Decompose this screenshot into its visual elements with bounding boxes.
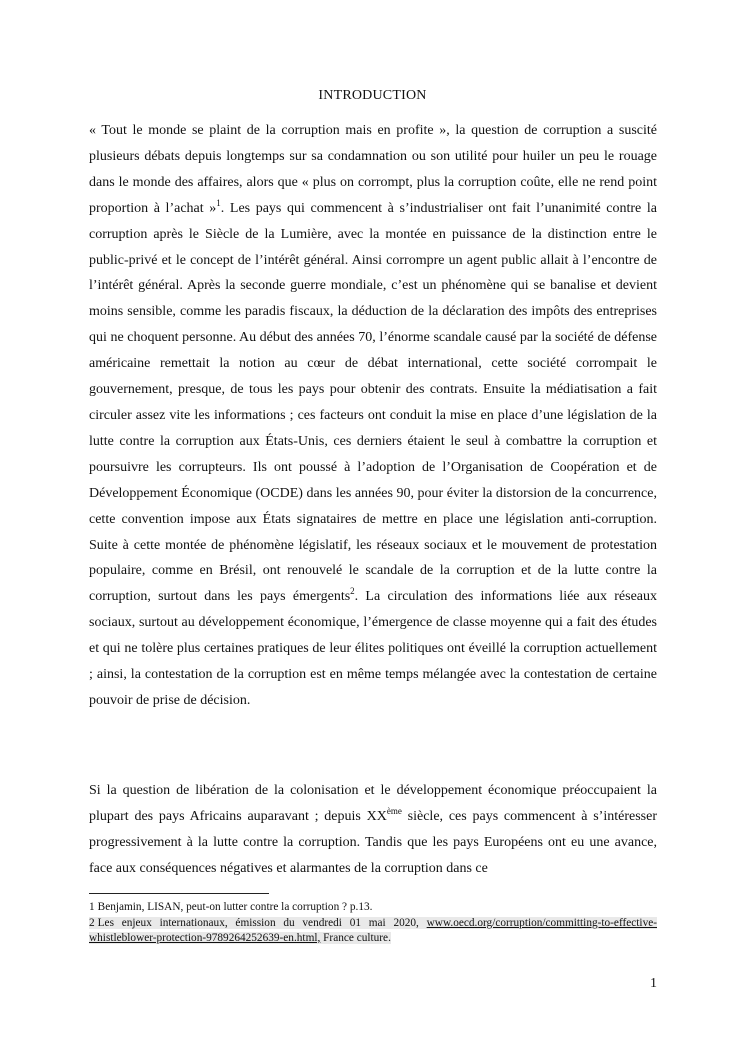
footnote-1-text: Benjamin, LISAN, peut-on lutter contre la corruption ? p.13. <box>97 901 373 913</box>
century-superscript: ème <box>386 805 402 816</box>
footnote-2-link[interactable]: www.oecd.org/corruption/committing-to-effective-whistleblower-protection-9789264252639-en.html, <box>89 916 657 944</box>
paragraph-2 <box>89 778 657 882</box>
footnote-2 <box>89 916 657 947</box>
page-number: 1 <box>650 976 657 991</box>
footnote-separator <box>89 893 269 894</box>
page-title: INTRODUCTION <box>318 88 427 103</box>
paragraph-1-text-a: « Tout le monde se plaint de la corruption mais en profite », la question de corruption a suscité plusieurs débats depuis longtemps sur sa condamnation ou son utilité pour huiler un peu le rouage dans le monde des affaires, alors que « plus on corrompt, plus la corruption coûte, elle ne rend point proportion à l’achat » <box>89 123 657 216</box>
footnote-ref-1[interactable]: 1 <box>216 197 221 208</box>
footnote-ref-2[interactable]: 2 <box>350 586 355 597</box>
footnote-1-number: 1 <box>89 901 95 913</box>
paragraph-2-text-a: Si la question de libération de la colonisation et le développement économique préoccupaient la plupart des pays Africains auparavant ; depuis XX <box>89 783 657 824</box>
paragraph-2-text-b: siècle, ces pays commencent à s’intéresser progressivement à la lutte contre la corruption. Tandis que les pays Européens ont eu une avance, face aux conséquences négatives et alarmantes de la corruption dans ce <box>89 808 657 876</box>
footnote-2-text: Les enjeux internationaux, émission du vendredi 01 mai 2020, <box>97 916 427 929</box>
paragraph-1-text-b: . Les pays qui commencent à s’industrialiser ont fait l’unanimité contre la corruption après le Siècle de la Lumière, avec la montée en puissance de la distinction entre le public-privé et le concept de l’intérêt général. Ainsi corrompre un agent public allait à l’encontre de l’intérêt général. Après la seconde guerre mondiale, c’est un phénomène qui se banalise et devient moins sensible, comme les paradis fiscaux, la déduction de la déclaration des impôts des entreprises qui ne choquent personne. Au début des années 70, l’énorme scandale causé par la société de défense américaine remettait la notion au cœur de débat international, cette société corrompait le gouvernement, presque, de tous les pays pour obtenir des contrats. Ensuite la médiatisation a fait circuler assez vite les informations ; ces facteurs ont conduit la mise en place d’une législation de la lutte contre la corruption aux États-Unis, ces derniers étaient le seul à combattre la corruption et poursuivre les corrupteurs. Ils ont poussé à l’adoption de l’Organisation de Coopération et de Développement Économique (OCDE) dans les années 90, pour éviter la distorsion de la concurrence, cette convention impose aux États signataires de mettre en place une législation anti-corruption. Suite à cette montée de phénomène législatif, les réseaux sociaux et le mouvement de protestation populaire, comme en Brésil, ont renouvelé le scandale de la corruption et de la lutte contre la corruption, surtout dans les pays émergents <box>89 200 657 605</box>
footnote-2-source: France culture. <box>320 932 391 944</box>
paragraph-1 <box>89 118 657 714</box>
footnotes <box>89 900 657 947</box>
footnote-1 <box>89 900 657 916</box>
footnote-2-number: 2 <box>89 916 95 929</box>
paragraph-1-text-c: . La circulation des informations liée aux réseaux sociaux, surtout au développement économique, l’émergence de classe moyenne qui a fait des études et qui ne tolère plus certaines pratiques de leur élites politiques ont éveillé la corruption actuellement ; ainsi, la contestation de la corruption est en même temps mélangée avec la contestation de certaine pouvoir de prise de décision. <box>89 589 657 708</box>
